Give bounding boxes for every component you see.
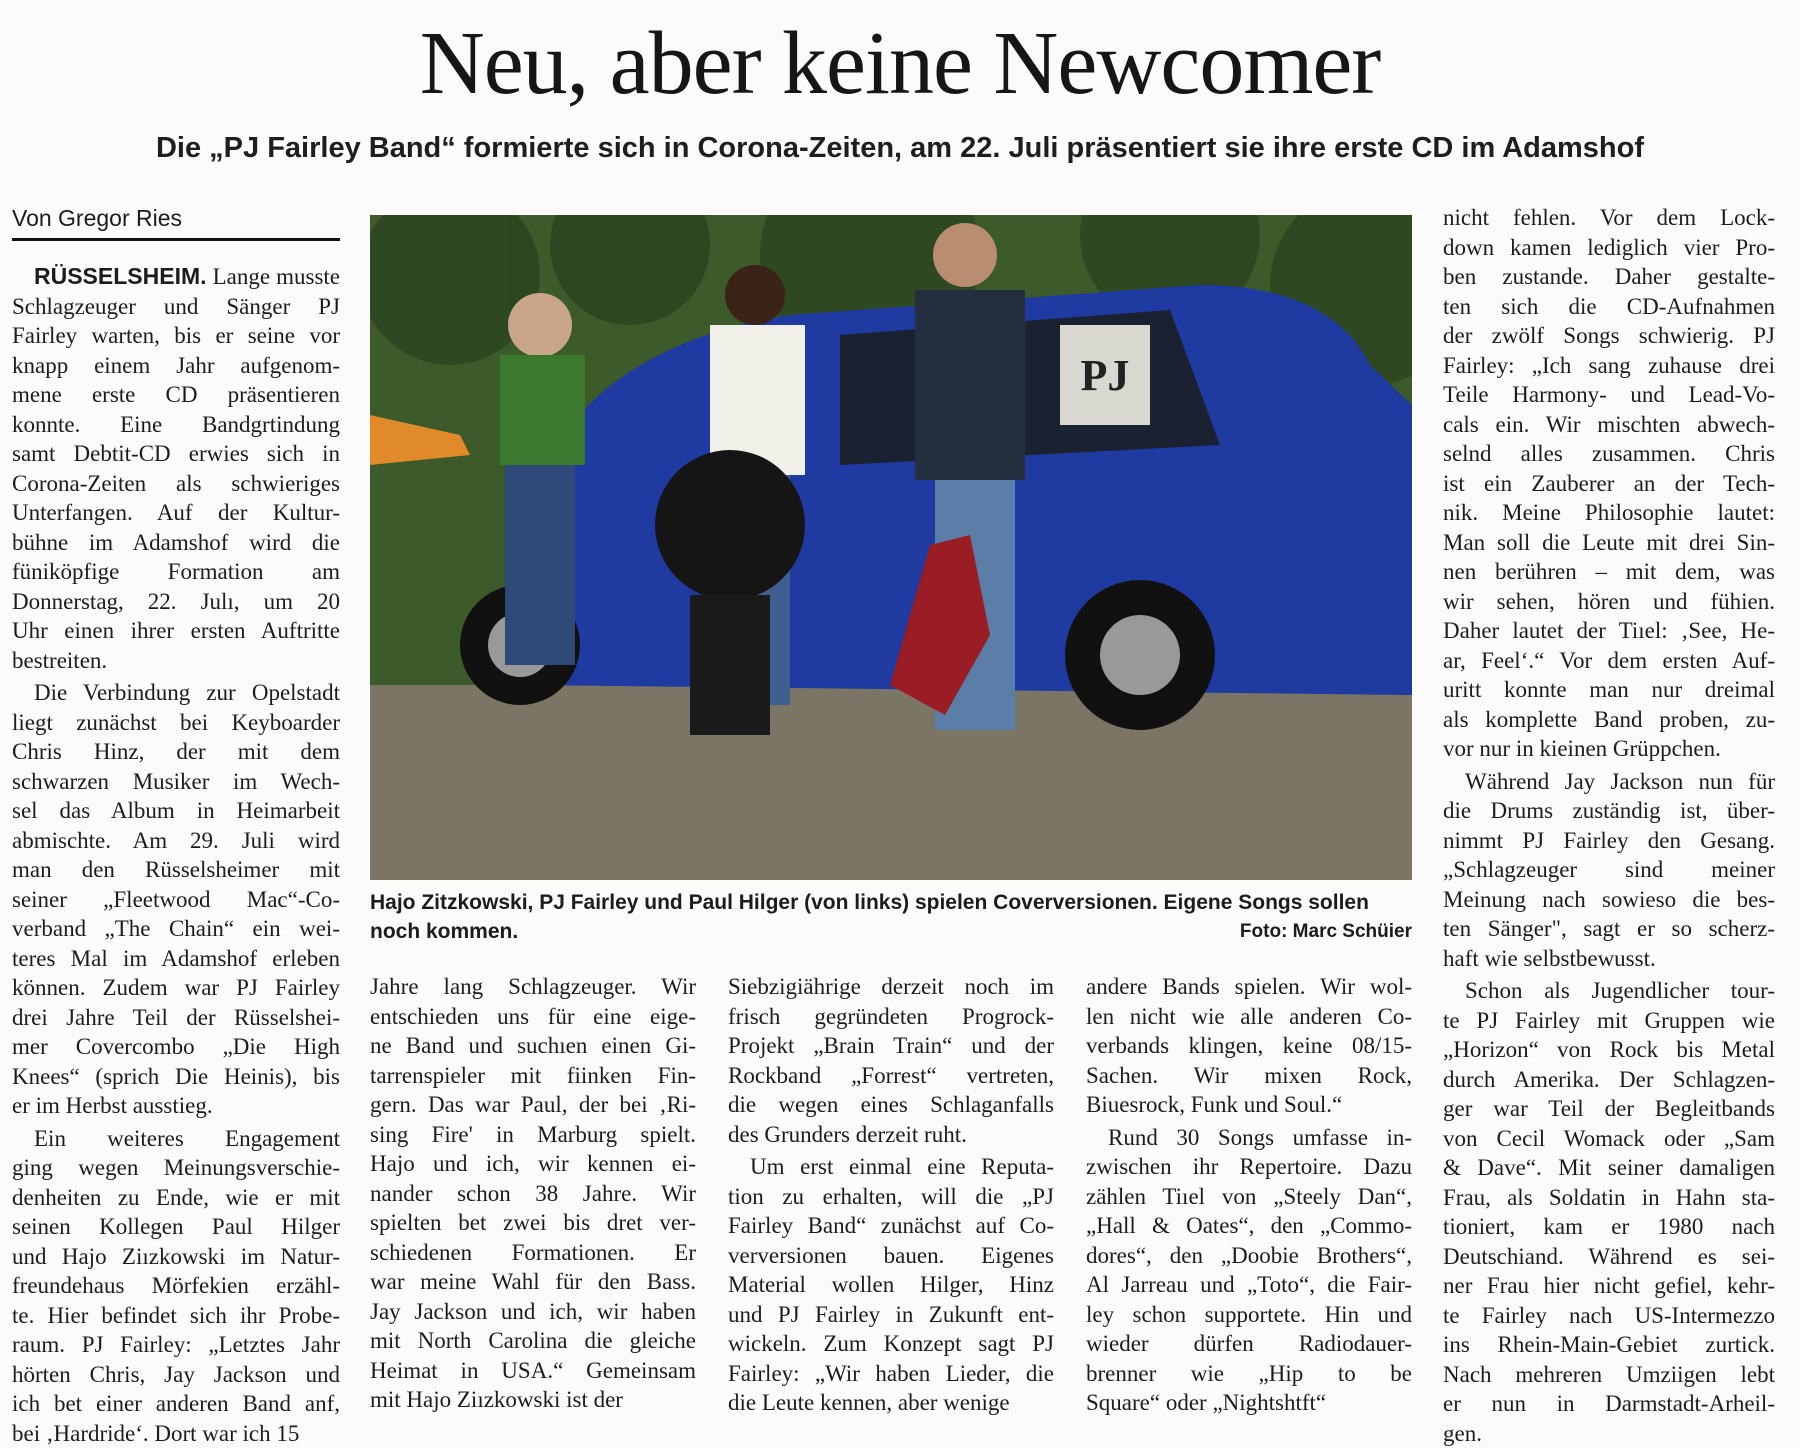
text-line: Während Jay Jackson nun für <box>1443 767 1775 797</box>
text-line: seinen Kollegen Paul Hilger <box>12 1212 340 1242</box>
text-line: down kamen lediglich vier Pro- <box>1443 233 1775 263</box>
text-line: mit North Carolina die gleiche <box>370 1326 696 1356</box>
text-line: dores“, den „Doobie Brothers“, <box>1086 1241 1412 1271</box>
text-line: len nicht wie alle anderen Co- <box>1086 1002 1412 1032</box>
text-line: gern. Das war Paul, der bei ‚Ri- <box>370 1090 696 1120</box>
text-line: Projekt „Brain Train“ und der <box>728 1031 1054 1061</box>
text-line: te Fairley nach US-Intermezzo <box>1443 1301 1775 1331</box>
text-line: mer Covercombo „Die High <box>12 1032 340 1062</box>
text-line: die Leute kennen, aber wenige <box>728 1388 1054 1418</box>
text-line: cals ein. Wir mischten abwech- <box>1443 410 1775 440</box>
text-line: drei Jahre Teil der Rüsselshei- <box>12 1003 340 1033</box>
text-line: teres Mal im Adamshof erleben <box>12 944 340 974</box>
text-line: haft wie selbstbewusst. <box>1443 944 1775 974</box>
text-line: ley schon supportete. Hin und <box>1086 1300 1412 1330</box>
text-line: Heimat in USA.“ Gemeinsam <box>370 1356 696 1386</box>
text-line: Rund 30 Songs umfasse in- <box>1086 1123 1412 1153</box>
text-line: „Schlagzeuger sind meiner <box>1443 855 1775 885</box>
text-line: bestreiten. <box>12 646 340 676</box>
text-line: Unterfangen. Auf der Kultur- <box>12 498 340 528</box>
text-line: Donnerstag, 22. Julı, um 20 <box>12 587 340 617</box>
text-line: denheiten zu Ende, wie er mit <box>12 1183 340 1213</box>
text-line: ist ein Zauberer an der Tech- <box>1443 469 1775 499</box>
text-line: Siebzigiährige derzeit noch im <box>728 972 1054 1002</box>
text-line: sing Fire' in Marburg spielt. <box>370 1120 696 1150</box>
text-line: „Horizon“ von Rock bis Metal <box>1443 1035 1775 1065</box>
text-line: ar, Feel‘.“ Vor dem ersten Auf- <box>1443 646 1775 676</box>
text-line: Rockband „Forrest“ vertreten, <box>728 1061 1054 1091</box>
text-line: zählen Tiıel von „Steely Dan“, <box>1086 1182 1412 1212</box>
text-line: Nach mehreren Umziigen lebt <box>1443 1360 1775 1390</box>
text-line: ten Sänger", sagt er so scherz- <box>1443 914 1775 944</box>
text-line: bei ‚Hardride‘. Dort war ich 15 <box>12 1419 340 1448</box>
text-line: nimmt PJ Fairley den Gesang. <box>1443 826 1775 856</box>
text-line: Jahre lang Schlagzeuger. Wir <box>370 972 696 1002</box>
text-line: ging wegen Meinungsverschie- <box>12 1153 340 1183</box>
text-line: Hajo und ich, wir kennen ei- <box>370 1149 696 1179</box>
text-line: Deutschiand. Während es sei- <box>1443 1242 1775 1272</box>
text-line: tarrenspieler mit fiinken Fin- <box>370 1061 696 1091</box>
text-line: durch Amerika. Der Schlagzen- <box>1443 1065 1775 1095</box>
text-line: können. Zudem war PJ Fairley <box>12 973 340 1003</box>
text-line: und Hajo Ziızkowski im Natur- <box>12 1242 340 1272</box>
byline: Von Gregor Ries <box>12 205 340 241</box>
text-line: wickeln. Zum Konzept sagt PJ <box>728 1329 1054 1359</box>
article-column-4 <box>1086 972 1412 1418</box>
article-column-3 <box>728 972 1054 1418</box>
text-line: bühne im Adamshof wird die <box>12 528 340 558</box>
text-line: war meine Wahl für den Bass. <box>370 1267 696 1297</box>
text-line: knapp einem Jahr aufgenom- <box>12 351 340 381</box>
text-line: die Drums zuständig ist, über- <box>1443 796 1775 826</box>
text-line: raum. PJ Fairley: „Letztes Jahr <box>12 1330 340 1360</box>
dateline: RÜSSELSHEIM. <box>34 263 207 289</box>
text-line: Ein weiteres Engagement <box>12 1124 340 1154</box>
text-line: ger war Teil der Begleitbands <box>1443 1094 1775 1124</box>
text-line-rest: Lange musste <box>213 264 340 289</box>
article-column-1 <box>12 262 340 1448</box>
text-line: andere Bands spielen. Wir wol- <box>1086 972 1412 1002</box>
text-line: Teile Harmony- und Lead-Vo- <box>1443 380 1775 410</box>
text-line: Material wollen Hilger, Hinz <box>728 1270 1054 1300</box>
article-column-5 <box>1443 203 1775 1448</box>
text-line: mit Hajo Ziızkowski ist der <box>370 1385 696 1415</box>
text-line: selnd alles zusammen. Chris <box>1443 439 1775 469</box>
photo-illustration <box>370 215 1412 880</box>
text-line: Corona-Zeiten als schwieriges <box>12 469 340 499</box>
text-line: zwischen ihr Repertoire. Dazu <box>1086 1152 1412 1182</box>
text-line: & Dave“. Mit seiner damaligen <box>1443 1153 1775 1183</box>
text-line: verbands klingen, keine 08/15- <box>1086 1031 1412 1061</box>
text-line: Daher lautet der Tiıel: ‚See, He- <box>1443 616 1775 646</box>
text-line: Man soll die Leute mit drei Sin- <box>1443 528 1775 558</box>
text-line: Knees“ (sprich Die Heinis), bis <box>12 1062 340 1092</box>
text-line: te PJ Fairley mit Gruppen wie <box>1443 1006 1775 1036</box>
text-line: des Grunders derzeit ruht. <box>728 1120 1054 1150</box>
caption-line-2: noch kommen. <box>370 917 1412 946</box>
text-line: Fairley warten, bis er seine vor <box>12 321 340 351</box>
flight-case <box>690 595 770 735</box>
text-line: füniköpfige Formation am <box>12 557 340 587</box>
text-line: ne Band und suchıen einen Gi- <box>370 1031 696 1061</box>
text-line: von Cecil Womack oder „Sam <box>1443 1124 1775 1154</box>
text-line: seiner „Fleetwood Mac“-Co- <box>12 885 340 915</box>
text-line: wir sehen, hören und fühien. <box>1443 587 1775 617</box>
text-line: mene erste CD präsentieren <box>12 380 340 410</box>
text-line: brenner wie „Hip to be <box>1086 1359 1412 1389</box>
band-photo <box>370 215 1412 880</box>
van-sticker-text: PJ <box>1081 351 1130 400</box>
text-line: Meinung nach sowieso die bes- <box>1443 885 1775 915</box>
subheadline: Die „PJ Fairley Band“ formierte sich in Corona-Zeiten, am 22. Juli präsentiert sie ihre erste CD im Adamshof <box>0 132 1800 165</box>
text-line: Uhr einen ihrer ersten Auftritte <box>12 616 340 646</box>
text-line: Biuesrock, Funk und Soul.“ <box>1086 1090 1412 1120</box>
text-line: freundehaus Mörfekien erzähl- <box>12 1271 340 1301</box>
caption-line-1: Hajo Zitzkowski, PJ Fairley und Paul Hilger (von links) spielen Coverversionen. Eigene Songs sollen <box>370 888 1412 917</box>
text-line: Fairley: „Wir haben Lieder, die <box>728 1359 1054 1389</box>
photo-credit: Foto: Marc Schüier <box>1240 917 1412 946</box>
text-line: ben zustande. Daher gestalte- <box>1443 262 1775 292</box>
text-line: entschieden uns für eine eige- <box>370 1002 696 1032</box>
text-line: nander schon 38 Jahre. Wir <box>370 1179 696 1209</box>
text-line: der zwölf Songs schwierig. PJ <box>1443 321 1775 351</box>
photo-caption <box>370 888 1412 946</box>
text-line: Sachen. Wir mixen Rock, <box>1086 1061 1412 1091</box>
text-line: er im Herbst ausstieg. <box>12 1091 340 1121</box>
text-line: schwarzen Musiker im Wech- <box>12 767 340 797</box>
text-line: samt Debtit-CD erwies sich in <box>12 439 340 469</box>
text-line: hörten Chris, Jay Jackson und <box>12 1360 340 1390</box>
text-line: Square“ oder „Nightshtft“ <box>1086 1388 1412 1418</box>
text-line: verversionen bauen. Eigenes <box>728 1241 1054 1271</box>
drum-bag <box>655 450 805 600</box>
text-line: ner Frau hier nicht gefiel, kehr- <box>1443 1271 1775 1301</box>
text-line: und PJ Fairley in Zukunft ent- <box>728 1300 1054 1330</box>
text-line: ich bet einer anderen Band anf, <box>12 1389 340 1419</box>
text-line: „Hall & Oates“, den „Commo- <box>1086 1211 1412 1241</box>
text-line: Schon als Jugendlicher tour- <box>1443 976 1775 1006</box>
headline: Neu, aber keine Newcomer <box>0 14 1800 114</box>
text-line: man den Rüsselsheimer mit <box>12 855 340 885</box>
text-line: uritt konnte man nur dreimal <box>1443 675 1775 705</box>
text-line: nen berühren – mit dem, was <box>1443 557 1775 587</box>
text-line: Al Jarreau und „Toto“, die Fair- <box>1086 1270 1412 1300</box>
text-line: liegt zunächst bei Keyboarder <box>12 708 340 738</box>
text-line: ins Rhein-Main-Gebiet zurtick. <box>1443 1330 1775 1360</box>
text-line: nicht fehlen. Vor dem Lock- <box>1443 203 1775 233</box>
text-line: verband „The Chain“ ein wei- <box>12 914 340 944</box>
text-line: Chris Hinz, der mit dem <box>12 737 340 767</box>
text-line: nik. Meine Philosophie lautet: <box>1443 498 1775 528</box>
text-line: Jay Jackson und ich, wir haben <box>370 1297 696 1327</box>
text-line: spielten bet zwei bis dret ver- <box>370 1208 696 1238</box>
text-line: frisch gegründeten Progrock- <box>728 1002 1054 1032</box>
text-line: die wegen eines Schlaganfalls <box>728 1090 1054 1120</box>
text-line: Um erst einmal eine Reputa- <box>728 1152 1054 1182</box>
text-line <box>12 262 340 292</box>
text-line: er nun in Darmstadt-Arheil- <box>1443 1389 1775 1419</box>
text-line: tioniert, kam er 1980 nach <box>1443 1212 1775 1242</box>
text-line: Schlagzeuger und Sänger PJ <box>12 292 340 322</box>
text-line: tion zu erhalten, will die „PJ <box>728 1182 1054 1212</box>
text-line: Fairley Band“ zunächst auf Co- <box>728 1211 1054 1241</box>
text-line: sel das Album in Heimarbeit <box>12 796 340 826</box>
text-line: ten sich die CD-Aufnahmen <box>1443 292 1775 322</box>
article-column-2 <box>370 972 696 1415</box>
text-line: konnte. Eine Bandgrtindung <box>12 410 340 440</box>
text-line: abmischte. Am 29. Juli wird <box>12 826 340 856</box>
text-line: vor nur in kieinen Grüppchen. <box>1443 734 1775 764</box>
text-line: Fairley: „Ich sang zuhause drei <box>1443 351 1775 381</box>
text-line: Frau, als Soldatin in Hahn sta- <box>1443 1183 1775 1213</box>
text-line: als komplette Band proben, zu- <box>1443 705 1775 735</box>
text-line: te. Hier befindet sich ihr Probe- <box>12 1301 340 1331</box>
text-line: wieder dürfen Radiodauer- <box>1086 1329 1412 1359</box>
text-line: Die Verbindung zur Opelstadt <box>12 678 340 708</box>
text-line: gen. <box>1443 1419 1775 1448</box>
text-line: schiedenen Formationen. Er <box>370 1238 696 1268</box>
